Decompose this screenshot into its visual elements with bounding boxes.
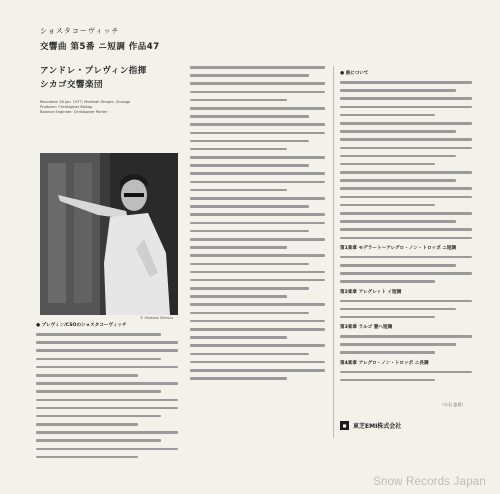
text-line — [190, 377, 287, 380]
left-column-heading: ● プレヴィン/CSOのショスタコーヴィッチ — [36, 323, 127, 328]
column-divider — [333, 66, 334, 438]
text-line — [340, 237, 472, 240]
text-line — [36, 431, 178, 434]
text-line — [36, 366, 178, 369]
photo-credit: © Hirotaka Shimizu — [140, 316, 174, 320]
left-column-text — [36, 320, 178, 464]
text-line — [340, 335, 472, 338]
record-company: 東芝EMI株式会社 — [353, 423, 402, 430]
text-line — [36, 456, 138, 459]
text-line — [340, 147, 472, 150]
recording-credits — [40, 100, 170, 115]
middle-column-text — [190, 66, 325, 385]
text-line — [190, 148, 287, 151]
text-line — [36, 448, 178, 451]
text-line — [190, 132, 325, 135]
text-line — [340, 351, 435, 354]
text-line — [190, 156, 325, 159]
text-line — [190, 271, 325, 274]
text-line — [340, 187, 472, 190]
text-line — [190, 205, 309, 208]
text-line — [36, 407, 178, 410]
text-line — [190, 295, 287, 298]
label-logo — [340, 421, 401, 430]
text-line — [36, 333, 161, 336]
text-line — [340, 316, 435, 319]
text-line — [190, 99, 287, 102]
text-line — [190, 189, 287, 192]
text-line — [190, 336, 287, 339]
text-line — [340, 379, 435, 382]
text-line — [36, 358, 161, 361]
credit-line: Balance Engineer: Christopher Parker — [40, 110, 108, 114]
text-line — [36, 349, 178, 352]
movement-heading: 第2楽章 アレグレット イ短調 — [340, 289, 402, 295]
text-line — [340, 163, 435, 166]
text-line — [190, 263, 309, 266]
text-line — [36, 399, 178, 402]
text-line — [340, 204, 435, 207]
text-line — [36, 415, 161, 418]
text-line — [190, 328, 325, 331]
text-line — [340, 97, 472, 100]
text-line — [190, 172, 325, 175]
text-line — [36, 439, 161, 442]
about-the-work-heading: ● 曲について — [340, 71, 369, 76]
watermark: Snow Records Japan — [373, 476, 486, 488]
movement-heading: 第3楽章 ラルゴ 嬰ヘ短調 — [340, 325, 393, 331]
text-line — [340, 371, 472, 374]
text-line — [340, 300, 472, 303]
text-line — [340, 343, 456, 346]
text-line — [190, 181, 325, 184]
text-line — [36, 390, 161, 393]
text-line — [340, 155, 456, 158]
text-line — [190, 238, 325, 241]
text-line — [190, 123, 325, 126]
text-line — [340, 196, 472, 199]
text-line — [340, 264, 456, 267]
movement-heading: 第1楽章 モデラート～アレグロ・ノン・トロッポ ニ短調 — [340, 245, 457, 251]
text-line — [190, 74, 309, 77]
text-line — [190, 353, 309, 356]
essay-author: （小石 忠男） — [440, 402, 466, 407]
text-line — [190, 254, 325, 257]
text-line — [340, 212, 472, 215]
text-line — [190, 66, 325, 69]
credit-line: Recorded: 28 Jan. 1977, Medinah Temple, Chicago — [40, 100, 131, 104]
text-line — [190, 369, 325, 372]
footer — [340, 412, 480, 446]
text-line — [190, 287, 309, 290]
emi-logo-icon: ■ — [340, 421, 349, 430]
text-line — [340, 272, 472, 275]
conductor-photo-illustration — [40, 153, 178, 315]
movement-heading: 第4楽章 アレグロ・ノン・トロッポ ニ長調 — [340, 360, 429, 366]
text-line — [340, 122, 472, 125]
text-line — [36, 423, 138, 426]
text-line — [340, 308, 456, 311]
text-line — [340, 228, 472, 231]
text-line — [340, 179, 456, 182]
orchestra-name: シカゴ交響楽団 — [40, 80, 104, 90]
text-line — [340, 130, 456, 133]
text-line — [340, 106, 472, 109]
text-line — [340, 114, 435, 117]
text-line — [190, 230, 309, 233]
text-line — [190, 82, 325, 85]
text-line — [190, 320, 325, 323]
text-line — [190, 279, 325, 282]
text-line — [340, 81, 472, 84]
text-line — [190, 197, 325, 200]
text-line — [340, 171, 472, 174]
text-line — [36, 374, 138, 377]
text-line — [190, 115, 309, 118]
text-line — [190, 107, 325, 110]
text-line — [190, 91, 325, 94]
text-line — [340, 280, 435, 283]
work-title: 交響曲 第5番 ニ短調 作品47 — [40, 42, 160, 52]
text-line — [190, 246, 287, 249]
text-line — [190, 303, 325, 306]
text-line — [340, 220, 456, 223]
composer-name: ショスタコーヴィッチ — [40, 27, 120, 35]
text-line — [36, 382, 178, 385]
text-line — [190, 164, 309, 167]
title-block — [40, 26, 170, 115]
text-line — [340, 89, 456, 92]
text-line — [190, 140, 309, 143]
conductor-photo — [40, 153, 178, 315]
text-line — [190, 361, 325, 364]
text-line — [36, 341, 178, 344]
text-line — [190, 222, 325, 225]
text-line — [340, 256, 472, 259]
conductor-name: アンドレ・プレヴィン指揮 — [40, 66, 147, 76]
text-line — [190, 312, 309, 315]
text-line — [190, 344, 325, 347]
right-column-text — [340, 66, 472, 387]
text-line — [340, 138, 472, 141]
text-line — [190, 213, 325, 216]
credit-line: Producer: Christopher Bishop — [40, 105, 93, 109]
